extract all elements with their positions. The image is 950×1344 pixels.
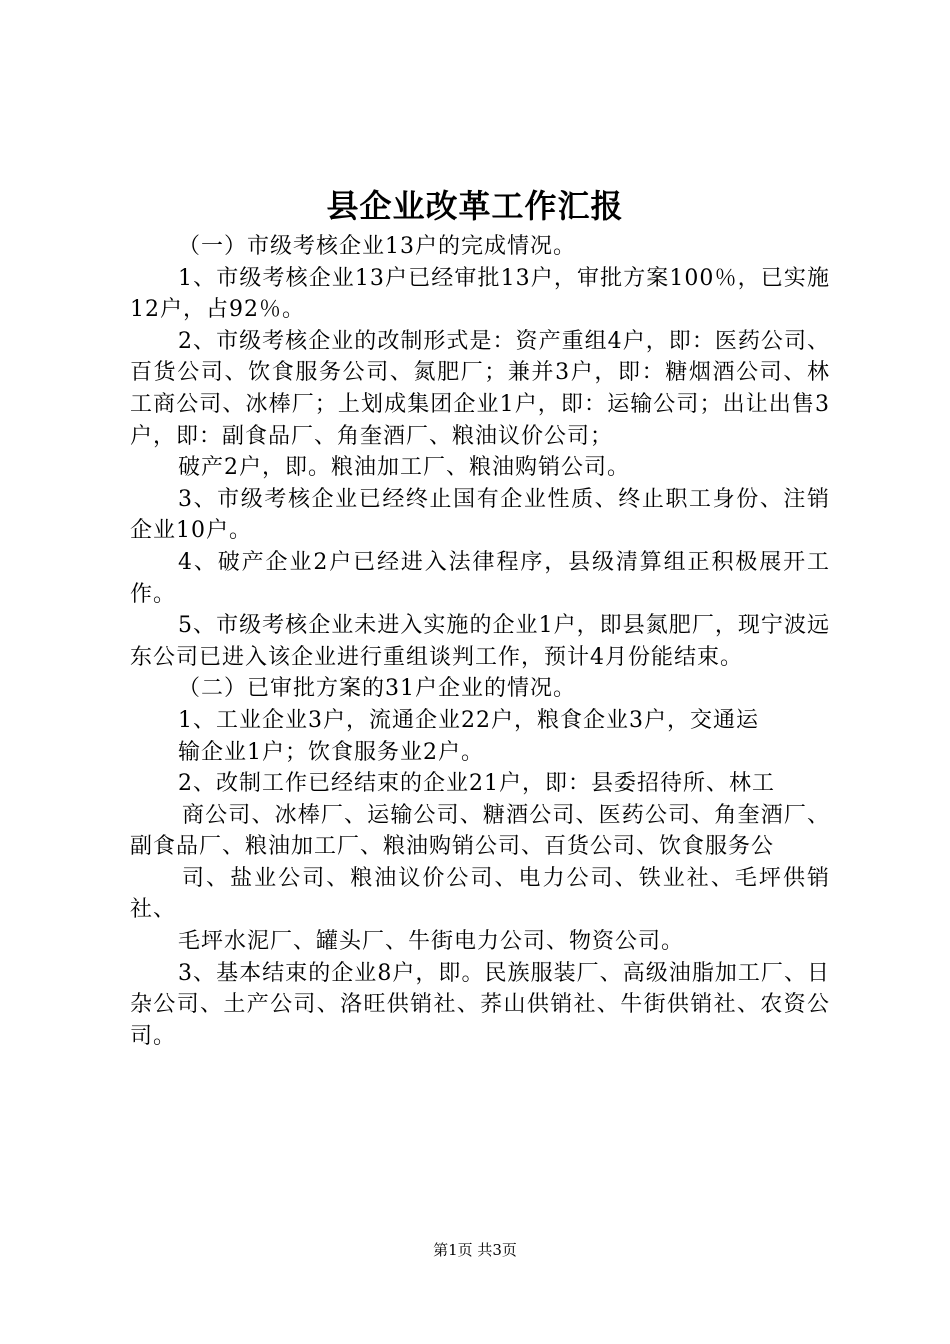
paragraph-5: 5、市级考核企业未进入实施的企业1户，即县氮肥厂，现宁波远东公司已进入该企业进行重组谈判工作，预计4月份能结束。	[130, 613, 830, 670]
paragraph-6: 1、工业企业3户，流通企业22户，粮食企业3户，交通运	[178, 707, 759, 733]
page-footer: 第1页 共3页	[433, 1241, 517, 1259]
paragraph-4: 4、破产企业2户已经进入法律程序，县级清算组正积极展开工作。	[130, 549, 830, 607]
paragraph-2: 2、市级考核企业的改制形式是：资产重组4户，即：医药公司、百货公司、饮食服务公司、氮肥厂；兼并3户，即：糖烟酒公司、林工商公司、冰棒厂；上划成集团企业1户，即：运输公司；出让出售3户，即：副食品厂、角奎酒厂、粮油议价公司；	[130, 328, 830, 449]
document-body	[130, 231, 830, 1052]
paragraph-2-continued: 破产2户，即。粮油加工厂、粮油购销公司。	[178, 455, 630, 481]
paragraph-section-1-heading: （一）市级考核企业13户的完成情况。	[178, 234, 576, 259]
paragraph-7-continued-a: 商公司、冰棒厂、运输公司、糖酒公司、医药公司、角奎酒厂、副食品厂、粮油加工厂、粮油购销公司、百货公司、饮食服务公	[130, 802, 830, 860]
paragraph-1: 1、市级考核企业13户已经审批13户，审批方案100％，已实施12户，占92％。	[130, 265, 830, 323]
paragraph-3: 3、市级考核企业已经终止国有企业性质、终止职工身份、注销企业10户。	[130, 486, 830, 544]
paragraph-section-2-heading: （二）已审批方案的31户企业的情况。	[178, 676, 576, 702]
paragraph-6-continued: 输企业1户；饮食服务业2户。	[178, 739, 484, 765]
document-title: 县企业改革工作汇报	[326, 187, 624, 225]
paragraph-7: 2、改制工作已经结束的企业21户，即：县委招待所、林工	[178, 771, 775, 797]
paragraph-8: 3、基本结束的企业8户，即。民族服装厂、高级油脂加工厂、日杂公司、土产公司、洛旺供销社、荞山供销社、牛街供销社、农资公司。	[130, 960, 830, 1049]
paragraph-7-continued-c: 毛坪水泥厂、罐头厂、牛街电力公司、物资公司。	[178, 929, 685, 955]
paragraph-7-continued-b: 司、盐业公司、粮油议价公司、电力公司、铁业社、毛坪供销社、	[130, 865, 830, 923]
